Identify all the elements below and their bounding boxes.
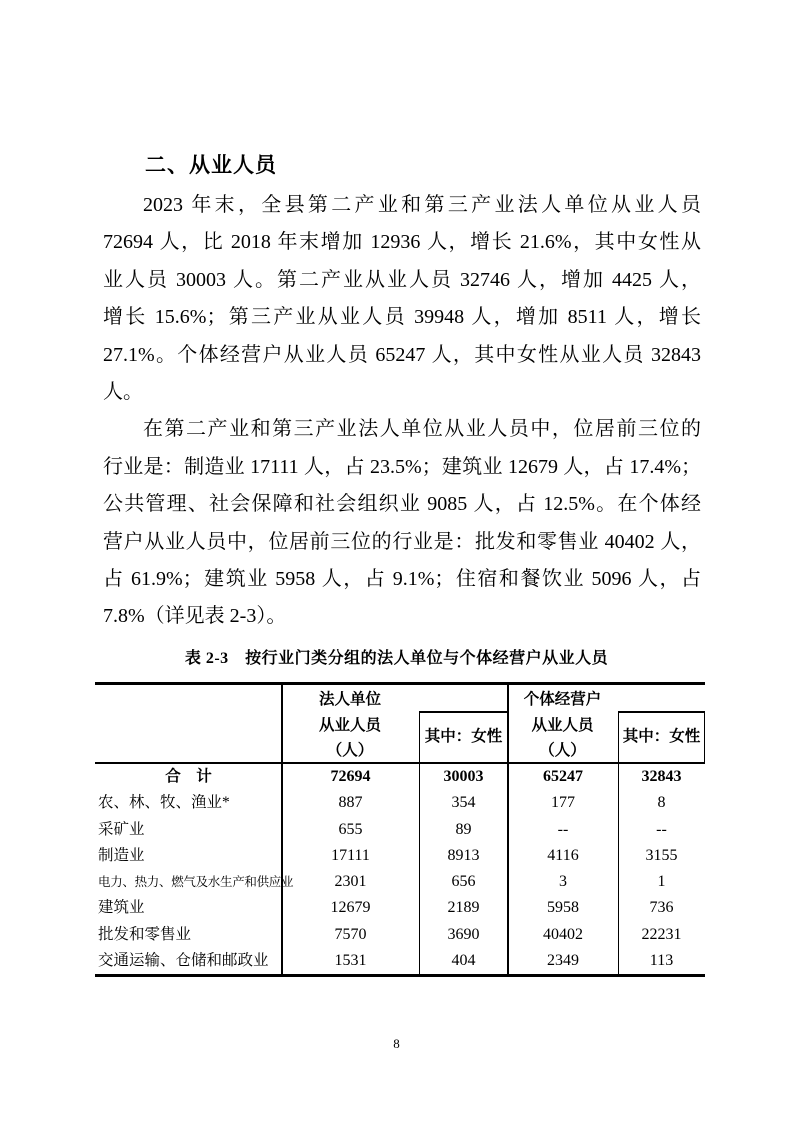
- table-cell: 3: [559, 873, 567, 890]
- paragraph-1-line: 增长 15.6%；第三产业从业人员 39948 人，增加 8511 人，增长: [103, 306, 701, 329]
- table-row: [95, 790, 705, 816]
- paragraph-2-line: 在第二产业和第三产业法人单位从业人员中，位居前三位的: [143, 418, 701, 441]
- colgroup-title-line: 法人单位: [318, 691, 381, 708]
- row-label: 电力、热力、燃气及水生产和供应业: [98, 875, 294, 889]
- table-row: [95, 869, 705, 895]
- table-cell: 2189: [447, 899, 480, 917]
- table-cell: 1: [657, 873, 666, 890]
- table-cell: 177: [551, 794, 575, 812]
- paragraph-1-line: 27.1%。个体经营户从业人员 65247 人，其中女性从业人员 32843: [103, 343, 701, 366]
- row-label: 批发和零售业: [98, 925, 192, 943]
- table-cell: 72694: [330, 768, 371, 785]
- table-row: [95, 895, 705, 921]
- paragraph-2-line: 营户从业人员中，位居前三位的行业是：批发和零售业 40402 人，: [103, 530, 701, 553]
- table-subheader-female-2: 其中：女性: [622, 728, 701, 745]
- table-cell: 3155: [645, 846, 678, 864]
- table-cell: 89: [455, 820, 472, 838]
- paragraph-1-line: 人。: [103, 380, 143, 403]
- statistical-table: [95, 682, 705, 977]
- paragraph-2-line: 占 61.9%；建筑业 5958 人，占 9.1%；住宿和餐饮业 5096 人，占: [103, 567, 701, 590]
- table-cell: 30003: [443, 768, 484, 785]
- table-cell: 22231: [641, 925, 682, 943]
- row-label: 采矿业: [98, 820, 145, 838]
- table-subheader-female-1: 其中：女性: [424, 728, 503, 745]
- table-cell: 2301: [334, 873, 367, 890]
- table-cell: 7570: [334, 925, 367, 943]
- table-cell: 12679: [330, 899, 371, 917]
- table-row: [95, 922, 705, 948]
- table-cell: --: [656, 820, 667, 838]
- table-row: [95, 817, 705, 843]
- paragraph-2-line: 行业是：制造业 17111 人，占 23.5%；建筑业 12679 人，占 17.4%；: [103, 455, 701, 478]
- table-title: 表 2-3 按行业门类分组的法人单位与个体经营户从业人员: [184, 650, 609, 667]
- row-label: 制造业: [98, 846, 145, 864]
- row-label: 农、林、牧、渔业*: [98, 794, 230, 812]
- table-cell: 3690: [447, 925, 480, 943]
- table-cell: 404: [451, 951, 476, 969]
- table-cell: 2349: [547, 951, 579, 969]
- table-bottom-border: [95, 974, 705, 977]
- paragraph-1-line: 业人员 30003 人。第二产业从业人员 32746 人，增加 4425 人，: [103, 268, 701, 291]
- table-cell: 113: [649, 951, 674, 969]
- table-cell: 656: [451, 873, 476, 890]
- paragraph-1-line: 72694 人，比 2018 年末增加 12936 人，增长 21.6%，其中女性从: [103, 231, 701, 254]
- table-cell: --: [557, 820, 569, 838]
- colgroup-title-line: 个体经营户: [523, 691, 602, 708]
- paragraph-2-line: 公共管理、社会保障和社会组织业 9085 人，占 12.5%。在个体经: [103, 493, 701, 516]
- table-row: [95, 843, 705, 869]
- table-cell: 40402: [543, 925, 583, 943]
- row-label: 合 计: [165, 768, 212, 785]
- row-label: 交通运输、仓储和邮政业: [98, 951, 269, 969]
- table-cell: 17111: [331, 846, 370, 864]
- table-cell: 8: [657, 794, 666, 812]
- table-cell: 887: [338, 794, 363, 812]
- table-cell: 1531: [334, 951, 367, 969]
- section-heading: 二、从业人员: [145, 154, 277, 177]
- table-cell: 32843: [641, 768, 682, 785]
- table-cell: 655: [338, 820, 363, 838]
- table-cell: 8913: [447, 846, 480, 864]
- paragraph-1-line: 2023 年末，全县第二产业和第三产业法人单位从业人员: [143, 194, 701, 216]
- table-cell: 65247: [543, 768, 583, 785]
- table-colgroup-self-employed-header: [507, 687, 618, 764]
- colgroup-title-line: （人）: [326, 742, 374, 759]
- colgroup-title-line: （人）: [539, 742, 586, 759]
- page-number: 8: [393, 1036, 400, 1051]
- paragraph-2-line: 7.8%（详见表 2-3）。: [103, 605, 287, 628]
- colgroup-title-line: 从业人员: [531, 716, 594, 734]
- table-cell: 354: [451, 794, 476, 812]
- table-cell: 736: [649, 899, 674, 917]
- table-cell: 5958: [547, 899, 579, 917]
- body-paragraphs: [103, 187, 701, 636]
- table-row: [95, 764, 705, 790]
- table-cell: 4116: [547, 846, 579, 864]
- table-body: [95, 764, 705, 974]
- table-colgroup-legal-units-header: [281, 687, 419, 764]
- row-label: 建筑业: [98, 899, 145, 917]
- table-top-border: [95, 682, 705, 685]
- table-row: [95, 948, 705, 974]
- colgroup-title-line: 从业人员: [318, 716, 381, 734]
